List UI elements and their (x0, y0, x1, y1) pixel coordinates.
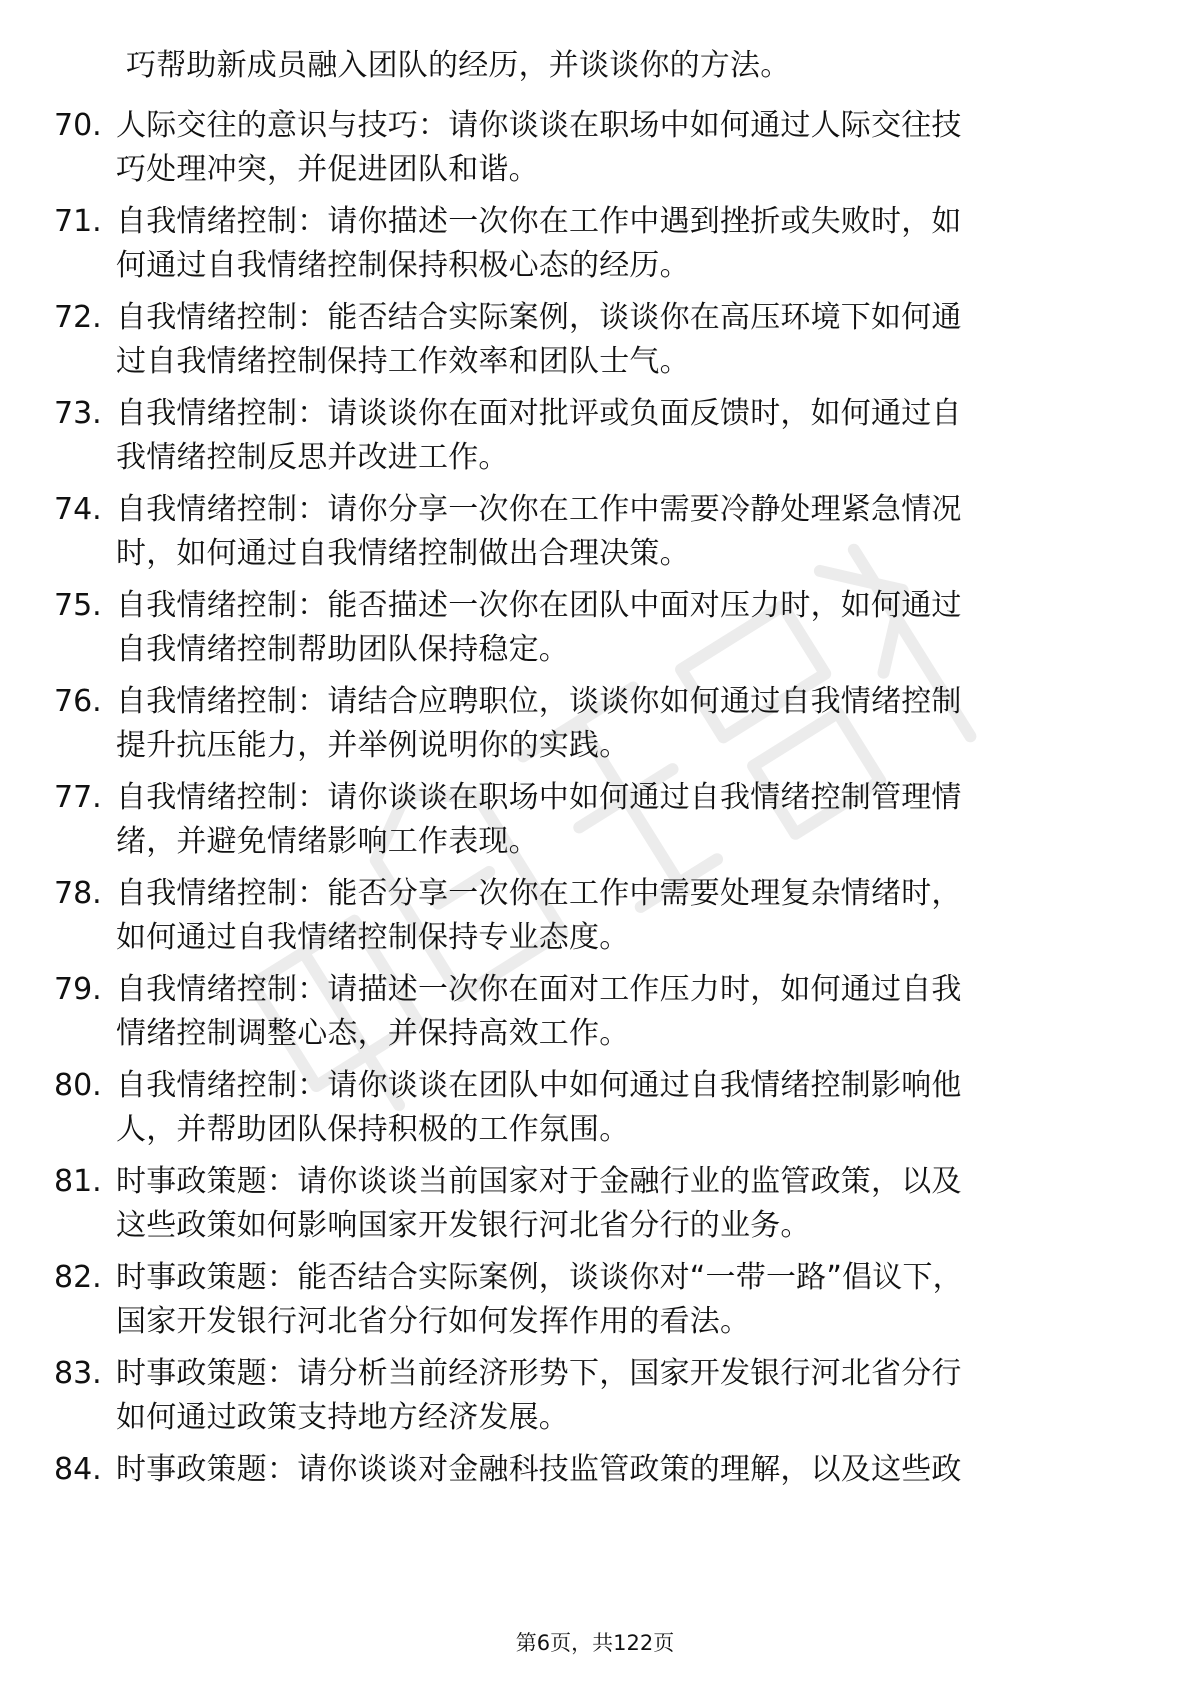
question-text-line: 自我情绪控制：请你谈谈在职场中如何通过自我情绪控制管理情 (116, 780, 962, 815)
question-number: 76. (54, 684, 102, 719)
question-text-line: 自我情绪控制：能否结合实际案例，谈谈你在高压环境下如何通 (116, 300, 962, 335)
question-text-line: 自我情绪控制：能否分享一次你在工作中需要处理复杂情绪时， (116, 876, 962, 911)
question-number: 74. (54, 492, 102, 527)
question-number: 71. (54, 204, 102, 239)
question-number: 79. (54, 972, 102, 1007)
page-number: 第6页，共122页 (515, 1631, 675, 1655)
question-number: 82. (54, 1260, 102, 1295)
question-text-line: 自我情绪控制：请你分享一次你在工作中需要冷静处理紧急情况 (116, 492, 962, 527)
question-text-line: 自我情绪控制：请结合应聘职位，谈谈你如何通过自我情绪控制 (116, 684, 962, 719)
question-text-line: 绪，并避免情绪影响工作表现。 (116, 824, 539, 859)
question-number: 75. (54, 588, 102, 623)
question-text-line: 这些政策如何影响国家开发银行河北省分行的业务。 (116, 1208, 811, 1243)
question-number: 83. (54, 1356, 102, 1391)
question-text-line: 我情绪控制反思并改进工作。 (116, 440, 509, 475)
question-text-line: 提升抗压能力，并举例说明你的实践。 (116, 728, 630, 763)
question-text-line: 自我情绪控制：请描述一次你在面对工作压力时，如何通过自我 (116, 972, 962, 1007)
question-text-line: 如何通过政策支持地方经济发展。 (116, 1400, 569, 1435)
question-text-line: 时事政策题：请你谈谈对金融科技监管政策的理解，以及这些政 (116, 1452, 962, 1487)
question-number: 81. (54, 1164, 102, 1199)
question-text-line: 自我情绪控制：请你谈谈在团队中如何通过自我情绪控制影响他 (116, 1068, 962, 1103)
question-number: 80. (54, 1068, 102, 1103)
question-text-line: 自我情绪控制：请谈谈你在面对批评或负面反馈时，如何通过自 (116, 396, 962, 431)
question-number: 70. (54, 108, 102, 143)
question-text-line: 何通过自我情绪控制保持积极心态的经历。 (116, 248, 690, 283)
question-text-line: 情绪控制调整心态，并保持高效工作。 (116, 1016, 630, 1051)
question-number: 84. (54, 1452, 102, 1487)
question-text-line: 自我情绪控制帮助团队保持稳定。 (116, 632, 569, 667)
question-text-line: 时事政策题：请你谈谈当前国家对于金融行业的监管政策，以及 (116, 1164, 962, 1199)
question-text-line: 时事政策题：能否结合实际案例，谈谈你对“一带一路”倡议下， (116, 1260, 963, 1295)
continuation-line: 巧帮助新成员融入团队的经历，并谈谈你的方法。 (126, 48, 791, 83)
question-text-line: 巧处理冲突，并促进团队和谐。 (116, 152, 539, 187)
question-text-line: 自我情绪控制：请你描述一次你在工作中遇到挫折或失败时，如 (116, 204, 962, 239)
question-text-line: 人，并帮助团队保持积极的工作氛围。 (116, 1112, 630, 1147)
question-number: 78. (54, 876, 102, 911)
question-text-line: 自我情绪控制：能否描述一次你在团队中面对压力时，如何通过 (116, 588, 962, 623)
question-number: 72. (54, 300, 102, 335)
question-text-line: 如何通过自我情绪控制保持专业态度。 (116, 920, 630, 955)
question-text-line: 国家开发银行河北省分行如何发挥作用的看法。 (116, 1304, 751, 1339)
question-text-line: 过自我情绪控制保持工作效率和团队士气。 (116, 344, 690, 379)
question-number: 77. (54, 780, 102, 815)
question-text-line: 时事政策题：请分析当前经济形势下，国家开发银行河北省分行 (116, 1356, 962, 1391)
question-text-line: 人际交往的意识与技巧：请你谈谈在职场中如何通过人际交往技 (116, 108, 962, 143)
question-text-line: 时，如何通过自我情绪控制做出合理决策。 (116, 536, 690, 571)
question-number: 73. (54, 396, 102, 431)
